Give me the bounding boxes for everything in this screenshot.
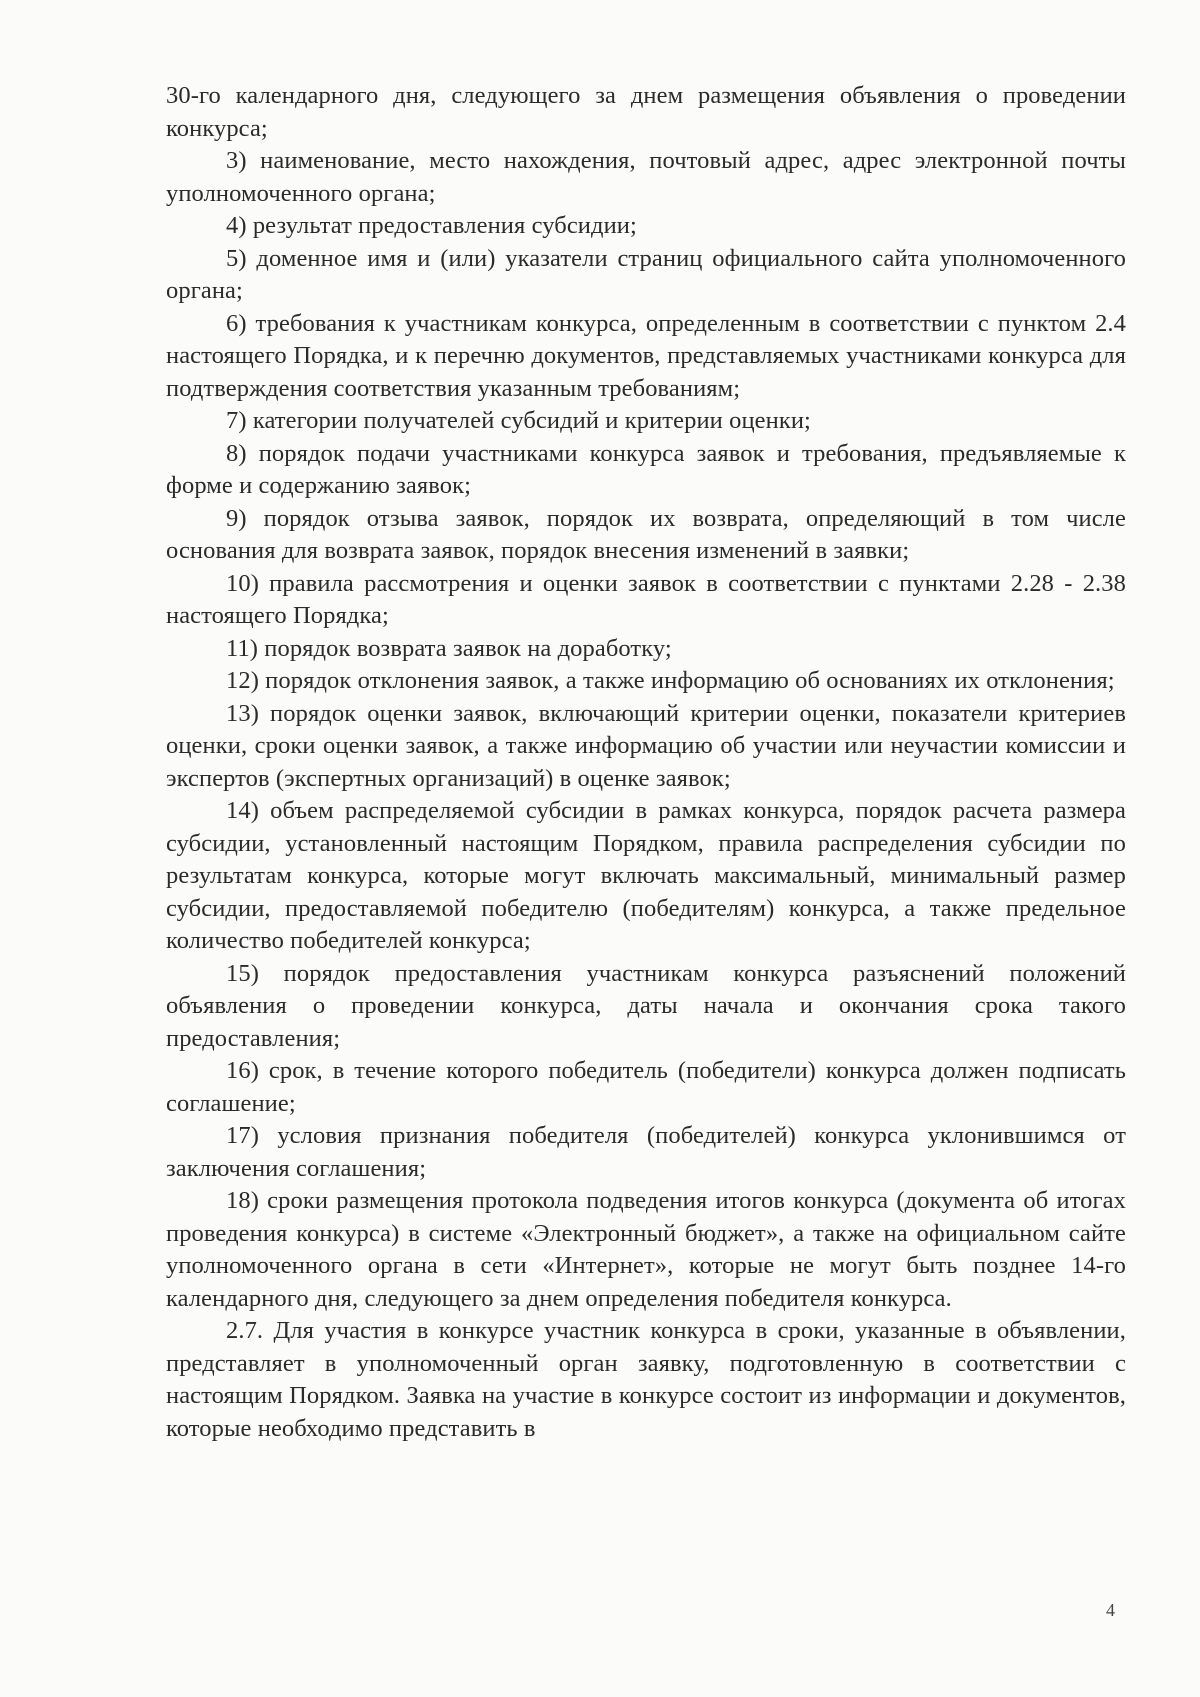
list-item-13: 13) порядок оценки заявок, включающий критерии оценки, показатели критериев оценки, сроки оценки заявок, а также информацию об участии или неучастии комиссии и экспертов (экспертных организаций) в оценке заявок; xyxy=(166,699,1126,792)
list-item-9: 9) порядок отзыва заявок, порядок их возврата, определяющий в том числе основания для возврата заявок, порядок внесения изменений в заявки; xyxy=(166,504,1126,564)
list-item-5: 5) доменное имя и (или) указатели страниц официального сайта уполномоченного органа; xyxy=(166,244,1126,304)
list-item-17: 17) условия признания победителя (победителей) конкурса уклонившимся от заключения соглашения; xyxy=(166,1122,1126,1182)
list-item-12: 12) порядок отклонения заявок, а также информацию об основаниях их отклонения; xyxy=(226,667,1115,694)
paragraph-continuation: 30-го календарного дня, следующего за днем размещения объявления о проведении конкурса; xyxy=(166,82,1126,142)
list-item-8: 8) порядок подачи участниками конкурса заявок и требования, предъявляемые к форме и содержанию заявок; xyxy=(166,439,1126,499)
list-item-15: 15) порядок предоставления участникам конкурса разъяснений положений объявления о проведении конкурса, даты начала и окончания срока такого предоставления; xyxy=(166,959,1126,1052)
list-item-6: 6) требования к участникам конкурса, определенным в соответствии с пунктом 2.4 настоящего Порядка, и к перечню документов, представляемых участниками конкурса для подтверждения соответствия указанным требованиям; xyxy=(166,309,1126,402)
list-item-11: 11) порядок возврата заявок на доработку; xyxy=(226,634,672,662)
list-item-16: 16) срок, в течение которого победитель (победители) конкурса должен подписать соглашение; xyxy=(166,1057,1126,1117)
list-item-14: 14) объем распределяемой субсидии в рамках конкурса, порядок расчета размера субсидии, установленный настоящим Порядком, правила распределения субсидии по результатам конкурса, которые могут включать максимальный, минимальный размер субсидии, предоставляемой победителю (победителям) конкурса, а также предельное количество победителей конкурса; xyxy=(166,797,1126,954)
page-number: 4 xyxy=(1106,1600,1115,1620)
section-2-7: 2.7. Для участия в конкурсе участник конкурса в сроки, указанные в объявлении, представляет в уполномоченный орган заявку, подготовленную в соответствии с настоящим Порядком. Заявка на участие в конкурсе состоит из информации и документов, которые необходимо представить в xyxy=(166,1317,1126,1442)
document-body xyxy=(166,80,1126,1445)
list-item-4: 4) результат предоставления субсидии; xyxy=(226,212,637,239)
list-item-10: 10) правила рассмотрения и оценки заявок в соответствии с пунктами 2.28 - 2.38 настоящего Порядка; xyxy=(166,569,1126,629)
list-item-7: 7) категории получателей субсидий и критерии оценки; xyxy=(226,407,811,434)
list-item-18: 18) сроки размещения протокола подведения итогов конкурса (документа об итогах проведения конкурса) в системе «Электронный бюджет», а также на официальном сайте уполномоченного органа в сети «Интернет», которые не могут быть позднее 14-го календарного дня, следующего за днем определения победителя конкурса. xyxy=(166,1187,1126,1312)
list-item-3: 3) наименование, место нахождения, почтовый адрес, адрес электронной почты уполномоченного органа; xyxy=(166,147,1126,207)
